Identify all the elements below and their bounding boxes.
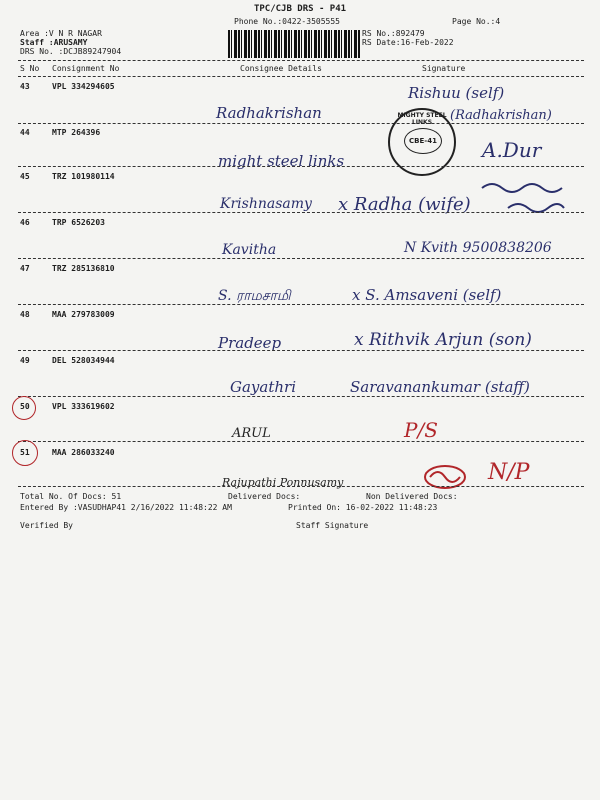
row-sno: 49: [20, 356, 30, 365]
col-consignee: Consignee Details: [240, 64, 322, 73]
row-consignment: TRZ 101980114: [52, 172, 115, 181]
divider: [18, 396, 584, 397]
verified-by: Verified By: [20, 521, 73, 530]
consignee-name: ARUL: [232, 426, 271, 441]
consignee-name: S. ராமசாமி: [218, 288, 291, 304]
area: Area :V N R NAGAR: [20, 29, 102, 38]
barcode: [228, 30, 360, 58]
red-scribble-mark: [420, 462, 470, 492]
row-consignment: VPL 334294605: [52, 82, 115, 91]
divider: [18, 76, 584, 77]
stamp-ring-text: MIGHTY STEEL LINKS: [397, 112, 447, 126]
delivered-docs: Delivered Docs:: [228, 492, 301, 501]
signature: Rishuu (self): [408, 84, 505, 102]
row-consignment: MAA 286033240: [52, 448, 115, 457]
scribble-mark: [478, 180, 568, 220]
signature: N/P: [488, 460, 530, 485]
signature-note: (Radhakrishan): [450, 108, 552, 123]
staff-signature: Staff Signature: [296, 521, 369, 530]
signature: x S. Amsaveni (self): [352, 286, 502, 304]
row-sno: 51: [20, 448, 30, 457]
consignee-name: Radhakrishan: [216, 104, 322, 122]
signature: x Radha (wife): [338, 194, 471, 215]
row-consignment: MAA 279783009: [52, 310, 115, 319]
col-consignment: Consignment No: [52, 64, 120, 73]
col-signature: Signature: [422, 64, 466, 73]
row-consignment: MTP 264396: [52, 128, 101, 137]
divider: [18, 441, 584, 442]
row-sno: 45: [20, 172, 30, 181]
printed-on: Printed On: 16-02-2022 11:48:23: [288, 503, 438, 512]
consignee-name: Pradeep: [218, 334, 282, 352]
consignee-name: Gayathri: [230, 378, 296, 396]
rs-date: RS Date:16-Feb-2022: [362, 38, 454, 47]
row-consignment: VPL 333619602: [52, 402, 115, 411]
total-docs: Total No. Of Docs: 51: [20, 492, 122, 501]
row-sno: 46: [20, 218, 30, 227]
signature: A.Dur: [482, 138, 542, 162]
entered-by: Entered By :VASUDHAP41 2/16/2022 11:48:22 AM: [20, 503, 232, 512]
divider: [18, 166, 584, 167]
divider: [18, 486, 584, 487]
divider: [18, 258, 584, 259]
consignee-name: Rajupathi Ponnusamy: [222, 476, 344, 489]
signature: P/S: [404, 418, 438, 442]
stamp-center-text: CBE-41: [404, 128, 442, 154]
row-sno: 44: [20, 128, 30, 137]
consignee-name: might steel links: [218, 152, 345, 170]
row-sno: 47: [20, 264, 30, 273]
document-title: TPC/CJB DRS - P41: [253, 4, 347, 14]
consignee-name: Krishnasamy: [220, 196, 312, 212]
row-sno: 50: [20, 402, 30, 411]
rs-number: RS No.:892479: [362, 29, 425, 38]
page-number: Page No.:4: [452, 17, 501, 26]
row-sno: 48: [20, 310, 30, 319]
divider: [18, 304, 584, 305]
signature: x Rithvik Arjun (son): [354, 330, 532, 350]
signature: N Kvith 9500838206: [404, 240, 552, 256]
row-consignment: DEL 528034944: [52, 356, 115, 365]
consignee-name: Kavitha: [222, 242, 277, 258]
divider: [18, 123, 584, 124]
divider: [18, 212, 584, 213]
non-delivered-docs: Non Delivered Docs:: [366, 492, 458, 501]
row-consignment: TRP 6526203: [52, 218, 105, 227]
phone-number: Phone No.:0422-3505555: [234, 17, 340, 26]
divider: [18, 350, 584, 351]
divider: [18, 60, 584, 61]
drs-number: DRS No. :DCJB89247904: [20, 47, 122, 56]
col-sno: S No: [20, 64, 40, 73]
staff: Staff :ARUSAMY: [20, 38, 88, 47]
row-sno: 43: [20, 82, 30, 91]
row-consignment: TRZ 285136810: [52, 264, 115, 273]
signature: Saravanankumar (staff): [350, 378, 530, 396]
